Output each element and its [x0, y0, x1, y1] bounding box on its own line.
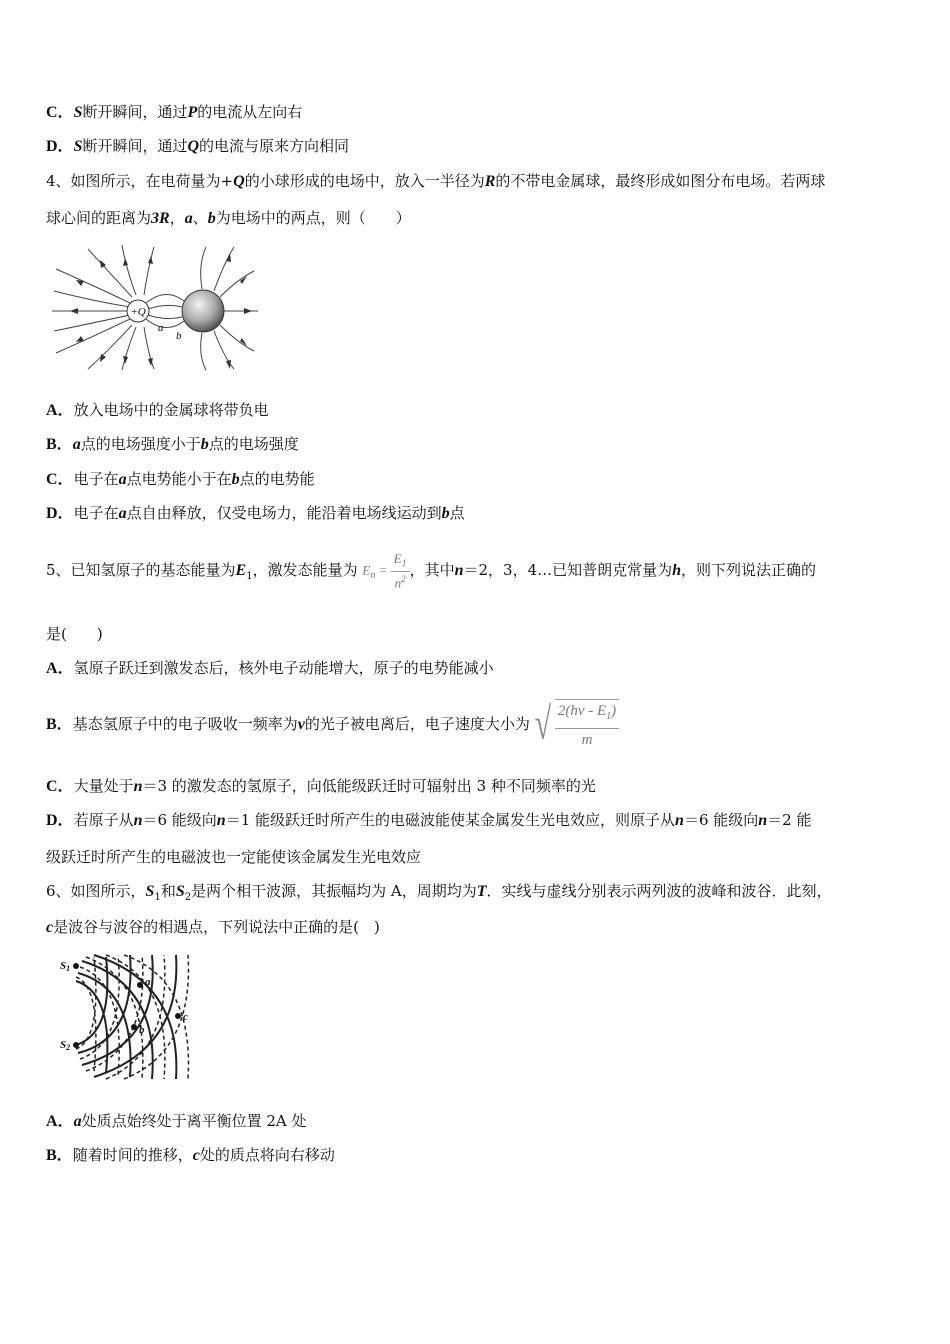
q6-option-a: A．a处质点始终处于离平衡位置 2A 处	[46, 1112, 307, 1130]
q5-stem-line1: 5、已知氢原子的基态能量为$E_1$，激发态能量为 $E_n$ = $\frac{E_1}{n^2}$ ，其中n＝2，3，4…已知普朗克常量为h，则下列说法正确的	[46, 550, 817, 591]
q6-option-b: B．随着时间的推移，c处的质点将向右移动	[46, 1146, 335, 1164]
point-b-label: b	[139, 1024, 145, 1036]
point-a-dot	[137, 982, 143, 988]
source-s2-label: S2	[60, 1039, 71, 1052]
metal-sphere	[182, 290, 224, 332]
q4-option-a: A．放入电场中的金属球将带负电	[46, 401, 269, 419]
point-c-dot	[175, 1013, 181, 1019]
q6-stem-line2: c是波谷与波谷的相遇点，下列说法中正确的是( )	[46, 918, 380, 936]
point-b-dot	[131, 1024, 137, 1030]
q4-option-b: B．a点的电场强度小于b点的电场强度	[46, 435, 299, 453]
q4-stem-line1: 4、如图所示，在电荷量为+Q的小球形成的电场中，放入一半径为R的不带电金属球，最终形成如图分布电场。若两球	[46, 172, 826, 190]
q5-option-c: C．大量处于n＝3 的激发态的氢原子，向低能级跃迁时可辐射出 3 种不同频率的光	[46, 777, 596, 795]
wave-crests-s2	[76, 955, 176, 1077]
point-b-label: b	[176, 330, 182, 342]
q5-option-b: B．基态氢原子中的电子吸收一频率为v的光子被电离后，电子速度大小为 √ $\frac{2(h\nu - E_1)}{m}$	[46, 693, 619, 756]
source-s1-label: S1	[60, 960, 71, 973]
field-lines	[52, 245, 258, 370]
q6-stem-line1: 6、如图所示，$S_1$和$S_2$是两个相干波源，其振幅均为 A，周期均为T．实线与虚线分别表示两列波的波峰和波谷．此刻，	[46, 882, 832, 903]
velocity-formula: √ $\frac{2(h\nu - E_1)}{m}$	[535, 699, 620, 751]
point-a-label: a	[145, 976, 151, 988]
source-s1-dot	[73, 963, 79, 969]
electric-field-figure	[48, 243, 260, 371]
point-a-label: a	[158, 322, 164, 334]
source-s2-dot	[73, 1042, 79, 1048]
energy-formula: $E_n$ = $\frac{E_1}{n^2}$	[362, 552, 409, 591]
q5-stem-line2: 是( )	[46, 625, 103, 643]
q4-option-d: D．电子在a点自由释放，仅受电场力，能沿着电场线运动到b点	[46, 504, 465, 522]
point-c-label: c	[183, 1011, 188, 1023]
option-label: C．	[46, 104, 74, 121]
q4-stem-line2: 球心间的距离为3R，a、b为电场中的两点，则（ ）	[46, 209, 411, 227]
charge-label: +Q	[130, 306, 146, 318]
q4-option-c: C．电子在a点电势能小于在b点的电势能	[46, 470, 315, 488]
q3-option-d: D．S断开瞬间，通过Q的电流与原来方向相同	[46, 137, 350, 155]
q3-option-c: C．S断开瞬间，通过P的电流从左向右	[46, 103, 303, 121]
q5-option-d-line2: 级跃迁时所产生的电磁波也一定能使该金属发生光电效应	[46, 848, 422, 866]
option-label: D．	[46, 138, 74, 155]
wave-interference-figure	[54, 953, 204, 1081]
wave-crests-s1	[76, 955, 176, 1079]
q5-option-d: D．若原子从n＝6 能级向n＝1 能级跃迁时所产生的电磁波能使某金属发生光电效应，则原子从n＝6 能级向n＝2 能	[46, 811, 812, 829]
q5-option-a: A．氢原子跃迁到激发态后，核外电子动能增大，原子的电势能减小	[46, 659, 494, 677]
